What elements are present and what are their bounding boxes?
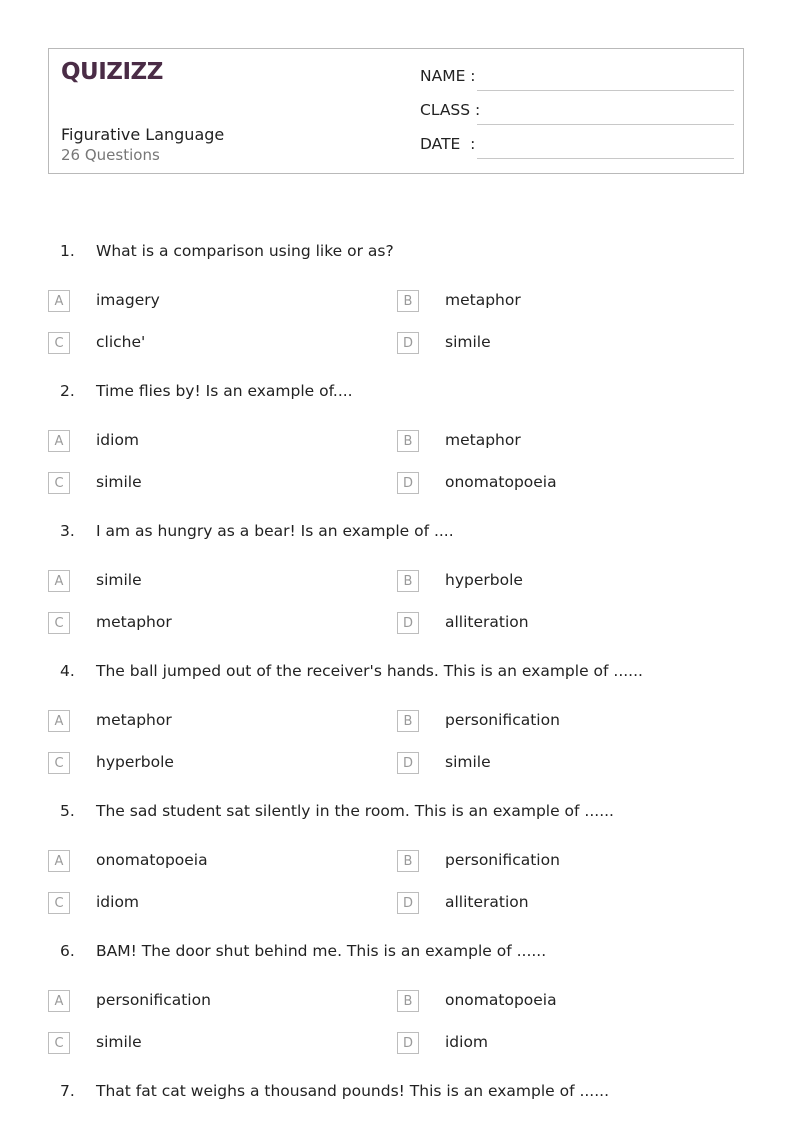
date-label: DATE : bbox=[420, 135, 476, 153]
question-number: 5. bbox=[60, 802, 75, 820]
option-letter-box[interactable]: B bbox=[397, 290, 419, 312]
option-letter-box[interactable]: C bbox=[48, 612, 70, 634]
worksheet-header bbox=[48, 48, 744, 174]
question-text: Time flies by! Is an example of.... bbox=[96, 382, 353, 400]
option-letter-box[interactable]: D bbox=[397, 472, 419, 494]
question-number: 7. bbox=[60, 1082, 75, 1100]
name-field[interactable] bbox=[420, 67, 734, 91]
option-letter-box[interactable]: B bbox=[397, 710, 419, 732]
question-number: 2. bbox=[60, 382, 75, 400]
question-text: That fat cat weighs a thousand pounds! This is an example of ...... bbox=[96, 1082, 610, 1100]
option-letter-box[interactable]: B bbox=[397, 990, 419, 1012]
option-text: imagery bbox=[96, 291, 160, 309]
option-letter-box[interactable]: C bbox=[48, 472, 70, 494]
option-letter-box[interactable]: C bbox=[48, 752, 70, 774]
class-line[interactable] bbox=[477, 124, 734, 125]
option-text: metaphor bbox=[445, 431, 521, 449]
option-letter-box[interactable]: A bbox=[48, 570, 70, 592]
option-letter-box[interactable]: C bbox=[48, 892, 70, 914]
name-label: NAME : bbox=[420, 67, 476, 85]
question-text: The sad student sat silently in the room. This is an example of ...... bbox=[96, 802, 614, 820]
option-text: hyperbole bbox=[445, 571, 523, 589]
option-text: personification bbox=[96, 991, 211, 1009]
question-text: What is a comparison using like or as? bbox=[96, 242, 394, 260]
name-line[interactable] bbox=[477, 90, 734, 91]
option-text: simile bbox=[445, 333, 491, 351]
question-count: 26 Questions bbox=[61, 146, 160, 164]
option-text: metaphor bbox=[96, 613, 172, 631]
option-letter-box[interactable]: A bbox=[48, 710, 70, 732]
option-letter-box[interactable]: D bbox=[397, 612, 419, 634]
question-number: 6. bbox=[60, 942, 75, 960]
option-text: alliteration bbox=[445, 613, 529, 631]
option-text: hyperbole bbox=[96, 753, 174, 771]
option-letter-box[interactable]: A bbox=[48, 850, 70, 872]
option-letter-box[interactable]: A bbox=[48, 990, 70, 1012]
worksheet-title: Figurative Language bbox=[61, 125, 225, 144]
question-number: 3. bbox=[60, 522, 75, 540]
question-text: The ball jumped out of the receiver's hands. This is an example of ...... bbox=[96, 662, 643, 680]
class-field[interactable] bbox=[420, 101, 734, 125]
quizizz-logo: QUIZIZZ bbox=[61, 59, 163, 85]
option-text: simile bbox=[96, 571, 142, 589]
question-text: BAM! The door shut behind me. This is an example of ...... bbox=[96, 942, 547, 960]
date-line[interactable] bbox=[477, 158, 734, 159]
question-number: 4. bbox=[60, 662, 75, 680]
option-text: onomatopoeia bbox=[96, 851, 208, 869]
option-text: idiom bbox=[96, 431, 140, 449]
option-letter-box[interactable]: B bbox=[397, 850, 419, 872]
option-text: metaphor bbox=[96, 711, 172, 729]
option-text: simile bbox=[96, 1033, 142, 1051]
option-text: cliche' bbox=[96, 333, 146, 351]
date-field[interactable] bbox=[420, 135, 734, 159]
option-letter-box[interactable]: B bbox=[397, 570, 419, 592]
class-label: CLASS : bbox=[420, 101, 481, 119]
option-letter-box[interactable]: C bbox=[48, 332, 70, 354]
option-letter-box[interactable]: B bbox=[397, 430, 419, 452]
option-text: personification bbox=[445, 851, 560, 869]
question-number: 1. bbox=[60, 242, 75, 260]
option-letter-box[interactable]: D bbox=[397, 332, 419, 354]
option-letter-box[interactable]: D bbox=[397, 752, 419, 774]
option-letter-box[interactable]: A bbox=[48, 430, 70, 452]
option-text: personification bbox=[445, 711, 560, 729]
option-text: onomatopoeia bbox=[445, 991, 557, 1009]
option-letter-box[interactable]: A bbox=[48, 290, 70, 312]
option-text: simile bbox=[96, 473, 142, 491]
option-letter-box[interactable]: D bbox=[397, 1032, 419, 1054]
option-text: metaphor bbox=[445, 291, 521, 309]
option-text: onomatopoeia bbox=[445, 473, 557, 491]
question-text: I am as hungry as a bear! Is an example of .... bbox=[96, 522, 454, 540]
option-letter-box[interactable]: C bbox=[48, 1032, 70, 1054]
option-text: simile bbox=[445, 753, 491, 771]
option-text: idiom bbox=[96, 893, 140, 911]
option-text: alliteration bbox=[445, 893, 529, 911]
option-text: idiom bbox=[445, 1033, 489, 1051]
option-letter-box[interactable]: D bbox=[397, 892, 419, 914]
